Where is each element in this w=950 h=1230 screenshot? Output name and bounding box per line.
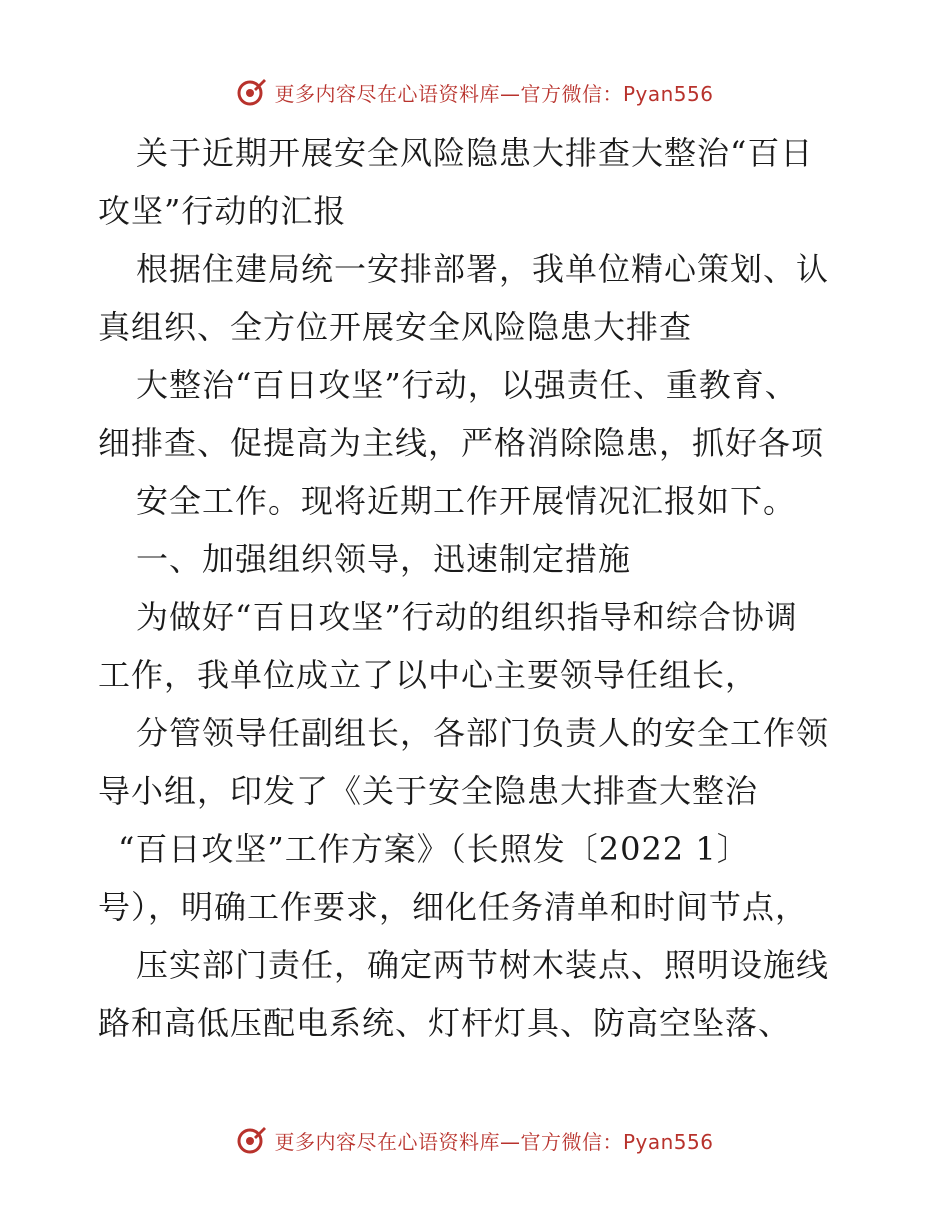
watermark-text: 更多内容尽在心语资料库—官方微信：Pyan556 <box>274 1129 714 1154</box>
text-line: 根据住建局统一安排部署，我单位精心策划、认 <box>136 250 830 288</box>
text-line: 分管领导任副组长，各部门负责人的安全工作领 <box>136 714 830 752</box>
pen-logo-icon <box>236 1124 268 1156</box>
text-line: 导小组，印发了《关于安全隐患大排查大整治 <box>98 772 759 810</box>
text-line: “百日攻坚”工作方案》（长照发〔2022 1〕 <box>118 830 750 868</box>
text-line: 真组织、全方位开展安全风险隐患大排查 <box>98 308 693 346</box>
section-heading: 一、加强组织领导，迅速制定措施 <box>136 540 632 578</box>
text-line: 细排查、促提高为主线，严格消除隐患，抓好各项 <box>98 424 825 462</box>
text-line: 工作，我单位成立了以中心主要领导任组长， <box>98 656 759 694</box>
watermark-banner-bottom <box>0 1120 950 1160</box>
text-line: 号），明确工作要求，细化任务清单和时间节点， <box>98 888 809 926</box>
text-line: 路和高低压配电系统、灯杆灯具、防高空坠落、 <box>98 1004 792 1042</box>
document-body <box>98 124 858 1052</box>
text-line: 压实部门责任，确定两节树木装点、照明设施线 <box>136 946 830 984</box>
text-line: 大整治“百日攻坚”行动，以强责任、重教育、 <box>136 366 798 404</box>
pen-logo-icon <box>236 76 268 108</box>
text-line: 关于近期开展安全风险隐患大排查大整治“百日 <box>136 134 814 172</box>
text-line: 安全工作。现将近期工作开展情况汇报如下。 <box>136 482 797 520</box>
watermark-text: 更多内容尽在心语资料库—官方微信：Pyan556 <box>274 81 714 106</box>
text-line: 攻坚”行动的汇报 <box>98 192 347 230</box>
text-line: 为做好“百日攻坚”行动的组织指导和综合协调 <box>136 598 798 636</box>
watermark-banner-top <box>0 72 950 112</box>
